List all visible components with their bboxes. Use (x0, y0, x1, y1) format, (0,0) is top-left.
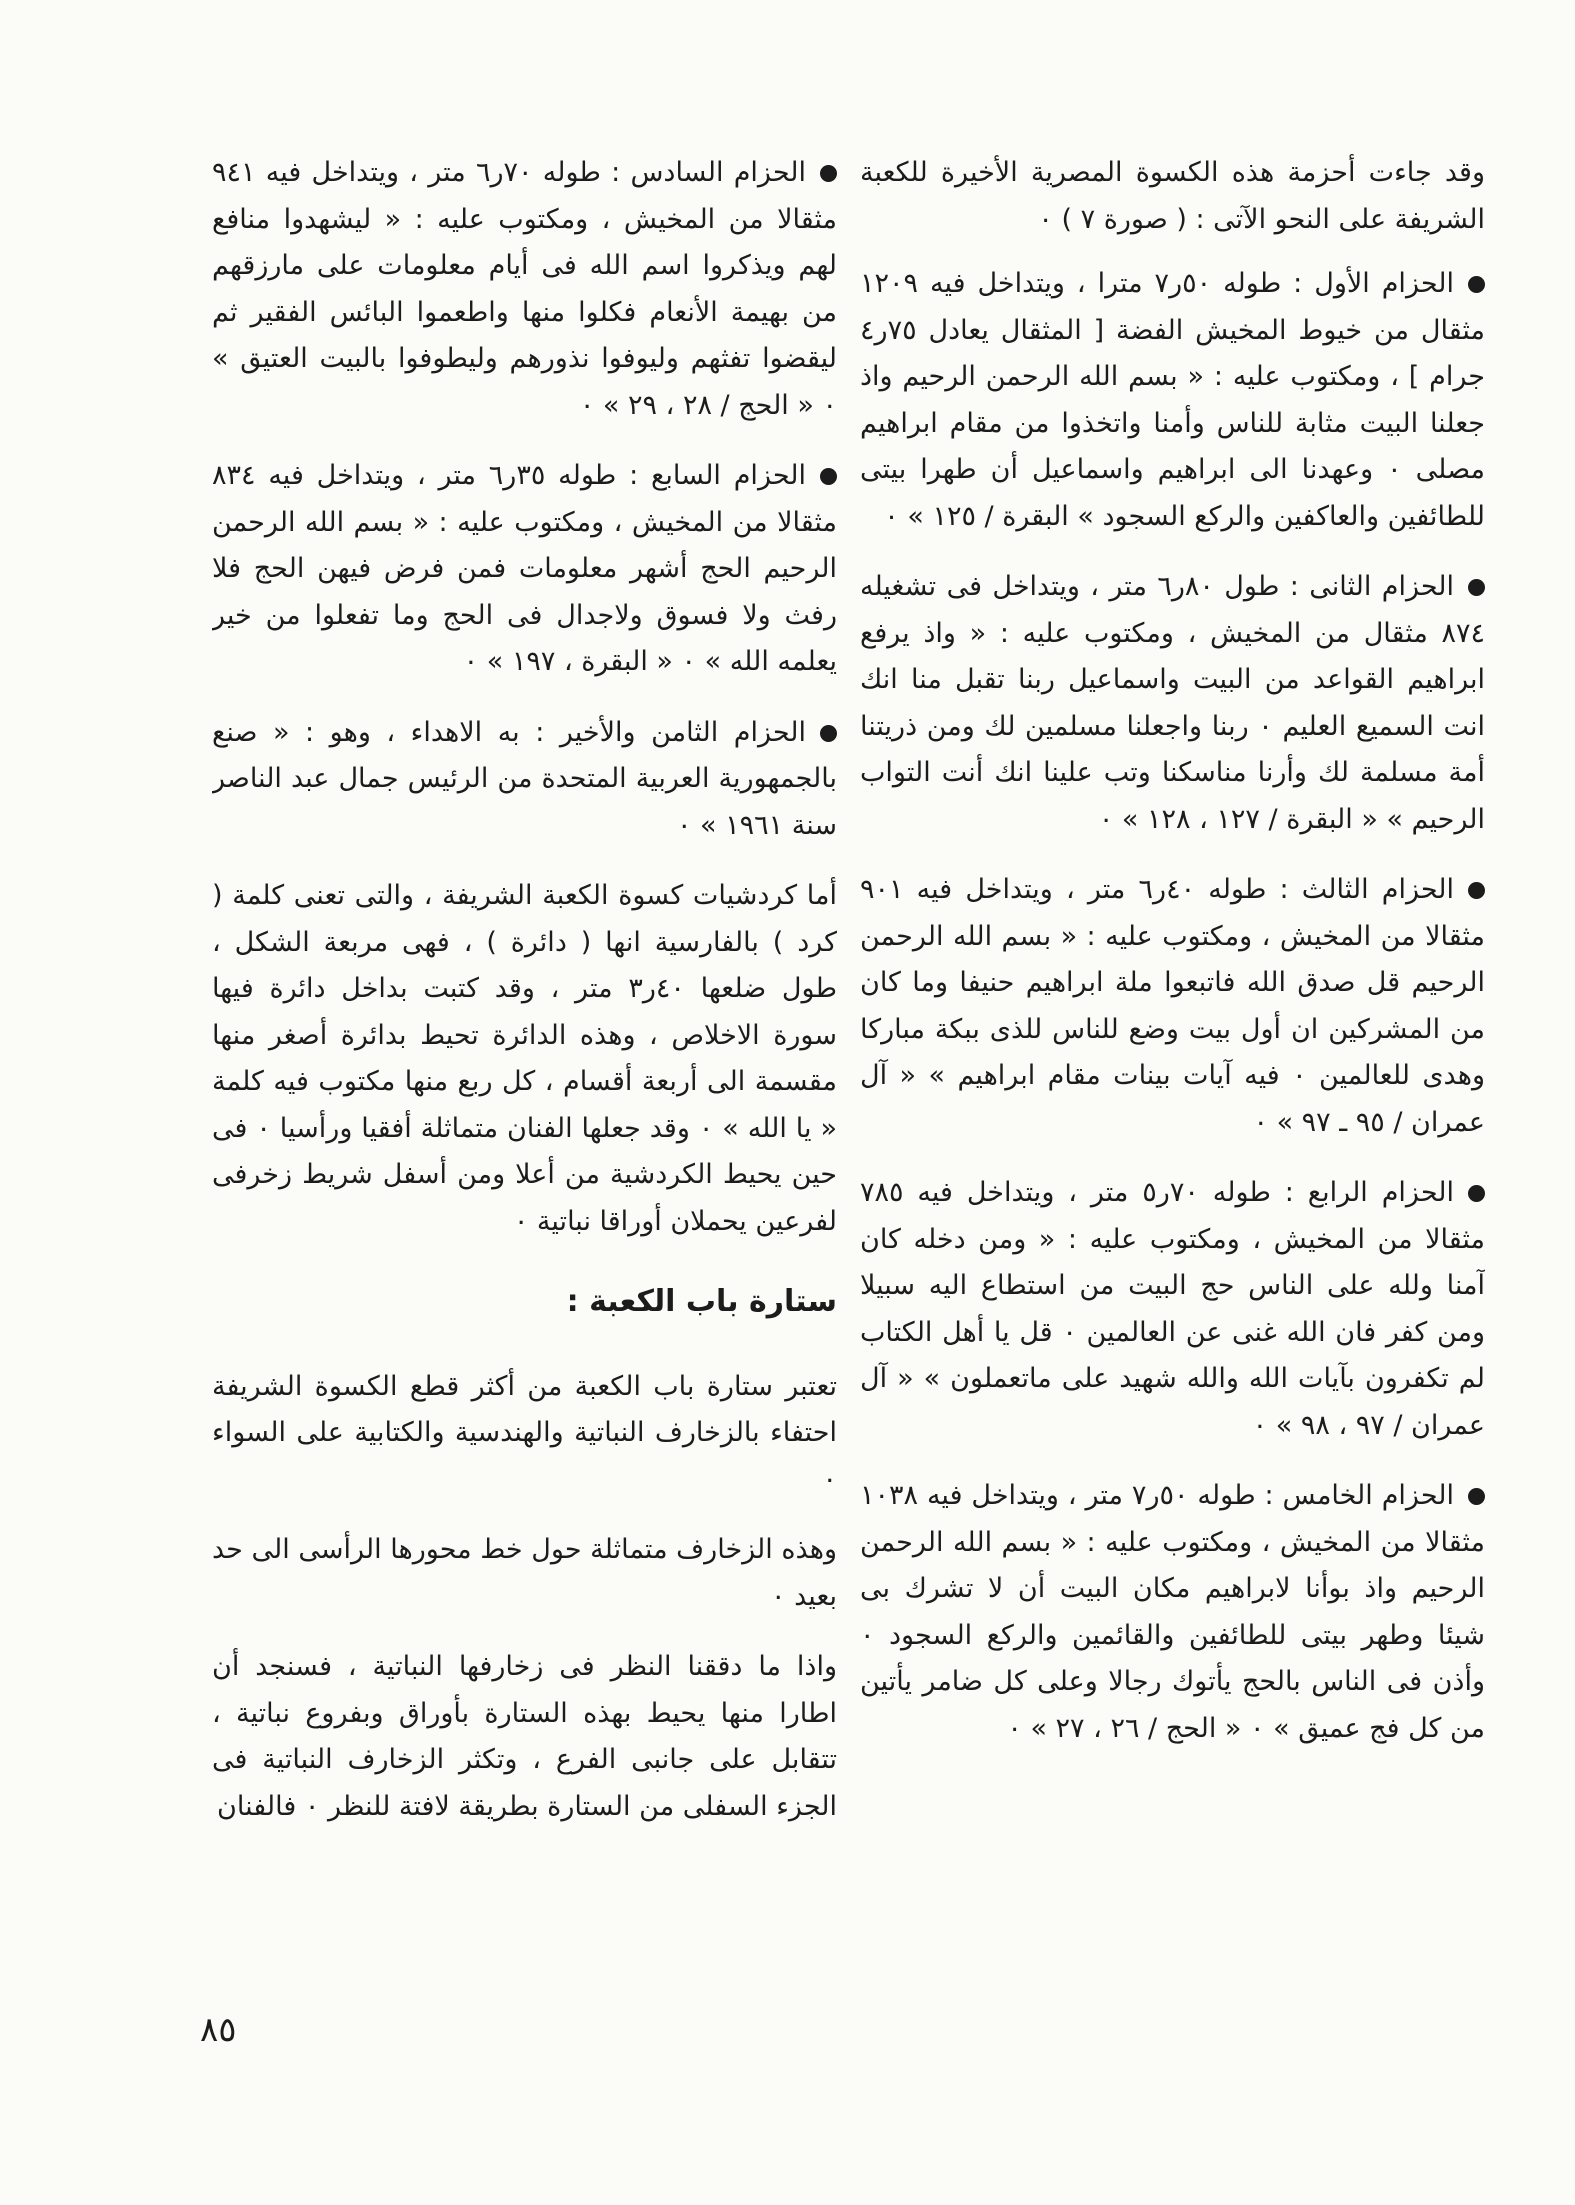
right-column (860, 150, 1485, 1955)
belt-paragraph (860, 1170, 1485, 1449)
belt-paragraph (212, 710, 837, 850)
belt-paragraph (860, 564, 1485, 843)
bullet-icon (1468, 882, 1485, 899)
body-paragraph: واذا ما دققنا النظر فى زخارفها النباتية ، فسنجد أن اطارا منها يحيط بهذه الستارة بأوراق وبفروع نباتية ، تتقابل على جانبى الفرع ، وتكثر الزخارف النباتية فى الجزء السفلى من الستارة بطريقة لافتة للنظر ٠ فالفنان (212, 1651, 837, 1822)
belt-text: الحزام الخامس : طوله ٥٠ر٧ متر ، ويتداخل فيه ١٠٣٨ مثقالا من المخيش ، ومكتوب عليه : « بسم الله الرحمن الرحيم واذ بوأنا لابراهيم مكان البيت أن لا تشرك بى شيئا وطهر بيتى للطائفين والقائمين والركع السجود ٠ وأذن فى الناس بالحج يأتوك رجالا وعلى كل ضامر يأتين من كل فج عميق » ٠ « الحج / ٢٦ ، ٢٧ » ٠ (860, 1480, 1485, 1744)
belt-paragraph (212, 150, 837, 429)
belt-text: الحزام الأول : طوله ٥٠ر٧ مترا ، ويتداخل فيه ١٢٠٩ مثقال من خيوط المخيش الفضة [ المثقال يعادل ٧٥ر٤ جرام ] ، ومكتوب عليه : « بسم الله الرحمن الرحيم واذ جعلنا البيت مثابة للناس وأمنا واتخذوا من مقام ابراهيم مصلى ٠ وعهدنا الى ابراهيم واسماعيل أن طهرا بيتى للطائفين والعاكفين والركع السجود » البقرة / ١٢٥ » ٠ (860, 268, 1485, 532)
belt-text: الحزام الثامن والأخير : به الاهداء ، وهو : « صنع بالجمهورية العربية المتحدة من الرئيس جمال عبد الناصر سنة ١٩٦١ » ٠ (212, 716, 837, 841)
body-paragraph: تعتبر ستارة باب الكعبة من أكثر قطع الكسوة الشريفة احتفاء بالزخارف النباتية والهندسية والكتابية على السواء ٠ (212, 1370, 837, 1495)
bullet-icon (1468, 1185, 1485, 1202)
bullet-icon (820, 165, 837, 182)
belt-text: الحزام السادس : طوله ٧٠ر٦ متر ، ويتداخل فيه ٩٤١ مثقالا من المخيش ، ومكتوب عليه : « ليشهدوا منافع لهم ويذكروا اسم الله فى أيام معلومات على مارزقهم من بهيمة الأنعام فكلوا منها واطعموا البائس الفقير ثم ليقضوا تفثهم وليوفوا نذورهم وليطوفوا بالبيت العتيق » ٠ « الحج / ٢٨ ، ٢٩ » ٠ (212, 157, 837, 421)
belt-text: الحزام الثانى : طول ٨٠ر٦ متر ، ويتداخل فى تشغيله ٨٧٤ مثقال من المخيش ، ومكتوب عليه : « واذ يرفع ابراهيم القواعد من البيت واسماعيل ربنا تقبل منا انك انت السميع العليم ٠ ربنا واجعلنا مسلمين لك ومن ذريتنا أمة مسلمة لك وأرنا مناسكنا وتب علينا انك أنت التواب الرحيم » « البقرة / ١٢٧ ، ١٢٨ » ٠ (860, 571, 1485, 835)
intro-paragraph: وقد جاءت أحزمة هذه الكسوة المصرية الأخيرة للكعبة الشريفة على النحو الآتى : ( صورة ٧ ) ٠ (860, 157, 1485, 235)
belt-paragraph (212, 453, 837, 686)
section-heading: ستارة باب الكعبة : (566, 1284, 837, 1319)
bullet-icon (820, 468, 837, 485)
body-paragraph: وهذه الزخارف متماثلة حول خط محورها الرأسى الى حد بعيد ٠ (212, 1534, 837, 1612)
page-number: ٨٥ (200, 2010, 237, 2050)
belt-paragraph (860, 261, 1485, 540)
belt-text: الحزام السابع : طوله ٣٥ر٦ متر ، ويتداخل فيه ٨٣٤ مثقالا من المخيش ، ومكتوب عليه : « بسم الله الرحمن الرحيم الحج أشهر معلومات فمن فرض فيهن الحج فلا رفث ولا فسوق ولاجدال فى الحج وما تفعلوا من خير يعلمه الله » ٠ « البقرة ، ١٩٧ » ٠ (212, 460, 837, 677)
bullet-icon (1468, 1488, 1485, 1505)
belt-text: الحزام الرابع : طوله ٧٠ر٥ متر ، ويتداخل فيه ٧٨٥ مثقالا من المخيش ، ومكتوب عليه : « ومن دخله كان آمنا ولله على الناس حج البيت من استطاع اليه سبيلا ومن كفر فان الله غنى عن العالمين ٠ قل يا أهل الكتاب لم تكفرون بآيات الله والله شهيد على ماتعملون » « آل عمران / ٩٧ ، ٩٨ » ٠ (860, 1177, 1485, 1441)
belt-text: الحزام الثالث : طوله ٤٠ر٦ متر ، ويتداخل فيه ٩٠١ مثقالا من المخيش ، ومكتوب عليه : « بسم الله الرحمن الرحيم قل صدق الله فاتبعوا ملة ابراهيم حنيفا وما كان من المشركين ان أول بيت وضع للناس للذى ببكة مباركا وهدى للعالمين ٠ فيه آيات بينات مقام ابراهيم » « آل عمران / ٩٥ ـ ٩٧ » ٠ (860, 874, 1485, 1138)
bullet-icon (1468, 276, 1485, 293)
belt-paragraph (860, 1473, 1485, 1752)
belt-paragraph (860, 867, 1485, 1146)
bullet-icon (1468, 579, 1485, 596)
bullet-icon (820, 725, 837, 742)
left-column (212, 150, 837, 1955)
kardashiyat-paragraph: أما كردشيات كسوة الكعبة الشريفة ، والتى تعنى كلمة ( كرد ) بالفارسية انها ( دائرة ) ، فهى مربعة الشكل ، طول ضلعها ٤٠ر٣ متر ، وقد كتبت بداخل دائرة فيها سورة الاخلاص ، وهذه الدائرة تحيط بدائرة أصغر منها مقسمة الى أربعة أقسام ، كل ربع منها مكتوب فيه كلمة « يا الله » ٠ وقد جعلها الفنان متماثلة أفقيا ورأسيا ٠ فى حين يحيط الكردشية من أعلا ومن أسفل شريط زخرفى لفرعين يحملان أوراقا نباتية ٠ (212, 880, 837, 1237)
